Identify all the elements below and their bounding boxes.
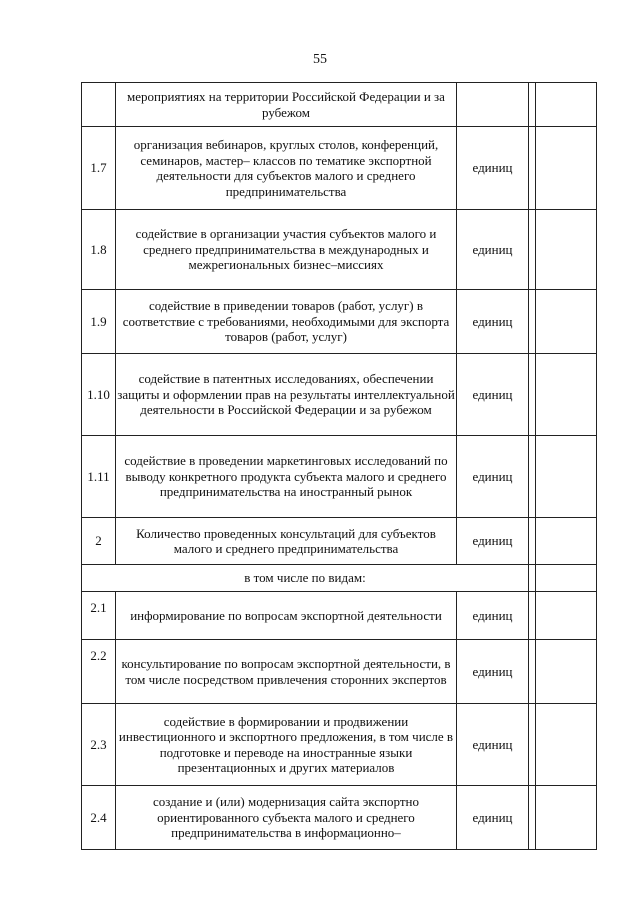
row-unit: единиц [457,518,529,565]
row-empty-cell [536,290,597,354]
row-description: содействие в патентных исследованиях, обеспечении защиты и оформлении прав на результаты интеллектуальной деятельности в Российской Федерации и за рубежом [116,354,457,436]
row-empty-cell [536,83,597,127]
row-empty-cell [529,518,536,565]
table-row [82,640,597,704]
row-number: 1.8 [82,210,116,290]
row-unit: единиц [457,354,529,436]
row-unit [457,83,529,127]
row-unit: единиц [457,127,529,210]
row-unit: единиц [457,592,529,640]
row-number [82,83,116,127]
row-empty-cell [536,704,597,786]
row-number: 2.4 [82,786,116,850]
indicators-table [81,82,597,850]
row-unit: единиц [457,436,529,518]
row-description: мероприятиях на территории Российской Федерации и за рубежом [116,83,457,127]
row-number: 2.2 [82,640,116,704]
table-row [82,290,597,354]
row-number: 1.7 [82,127,116,210]
row-number: 2.1 [82,592,116,640]
table-row [82,704,597,786]
row-description: Количество проведенных консультаций для субъектов малого и среднего предпринимательства [116,518,457,565]
row-unit: единиц [457,704,529,786]
row-description: информирование по вопросам экспортной деятельности [116,592,457,640]
table-row [82,786,597,850]
row-empty-cell [529,436,536,518]
row-description: консультирование по вопросам экспортной деятельности, в том числе посредством привлечения сторонних экспертов [116,640,457,704]
row-unit: единиц [457,290,529,354]
row-unit: единиц [457,786,529,850]
row-empty-cell [529,565,536,592]
table-row [82,592,597,640]
row-empty-cell [536,436,597,518]
row-empty-cell [529,704,536,786]
table-row [82,210,597,290]
row-number: 2.3 [82,704,116,786]
row-description: содействие в организации участия субъектов малого и среднего предпринимательства в международных и межрегиональных бизнес–миссиях [116,210,457,290]
row-number: 1.11 [82,436,116,518]
row-number: 1.10 [82,354,116,436]
row-number: 1.9 [82,290,116,354]
row-empty-cell [529,354,536,436]
page-number: 55 [313,52,327,67]
row-empty-cell [536,518,597,565]
row-description: содействие в формировании и продвижении инвестиционного и экспортного предложения, в том числе в подготовке и переводе на иностранные языки презентационных и других материалов [116,704,457,786]
row-description: создание и (или) модернизация сайта экспортно ориентированного субъекта малого и среднего предпринимательства в информационно– [116,786,457,850]
row-empty-cell [536,786,597,850]
row-empty-cell [536,354,597,436]
row-description: содействие в приведении товаров (работ, услуг) в соответствие с требованиями, необходимыми для экспорта товаров (работ, услуг) [116,290,457,354]
row-empty-cell [529,592,536,640]
row-empty-cell [529,210,536,290]
subheader-text: в том числе по видам: [82,565,529,592]
row-description: содействие в проведении маркетинговых исследований по выводу конкретного продукта субъекта малого и среднего предпринимательства на иностранный рынок [116,436,457,518]
table-row [82,83,597,127]
row-empty-cell [536,640,597,704]
subheader-row [82,565,597,592]
table-row [82,127,597,210]
row-unit: единиц [457,210,529,290]
row-empty-cell [529,786,536,850]
row-empty-cell [529,127,536,210]
row-empty-cell [536,210,597,290]
table-row [82,436,597,518]
row-unit: единиц [457,640,529,704]
row-empty-cell [529,290,536,354]
table-row [82,518,597,565]
row-empty-cell [536,592,597,640]
row-empty-cell [536,565,597,592]
row-description: организация вебинаров, круглых столов, конференций, семинаров, мастер– классов по тематике экспортной деятельности для субъектов малого и среднего предпринимательства [116,127,457,210]
table-row [82,354,597,436]
row-empty-cell [529,83,536,127]
row-number: 2 [82,518,116,565]
row-empty-cell [536,127,597,210]
row-empty-cell [529,640,536,704]
